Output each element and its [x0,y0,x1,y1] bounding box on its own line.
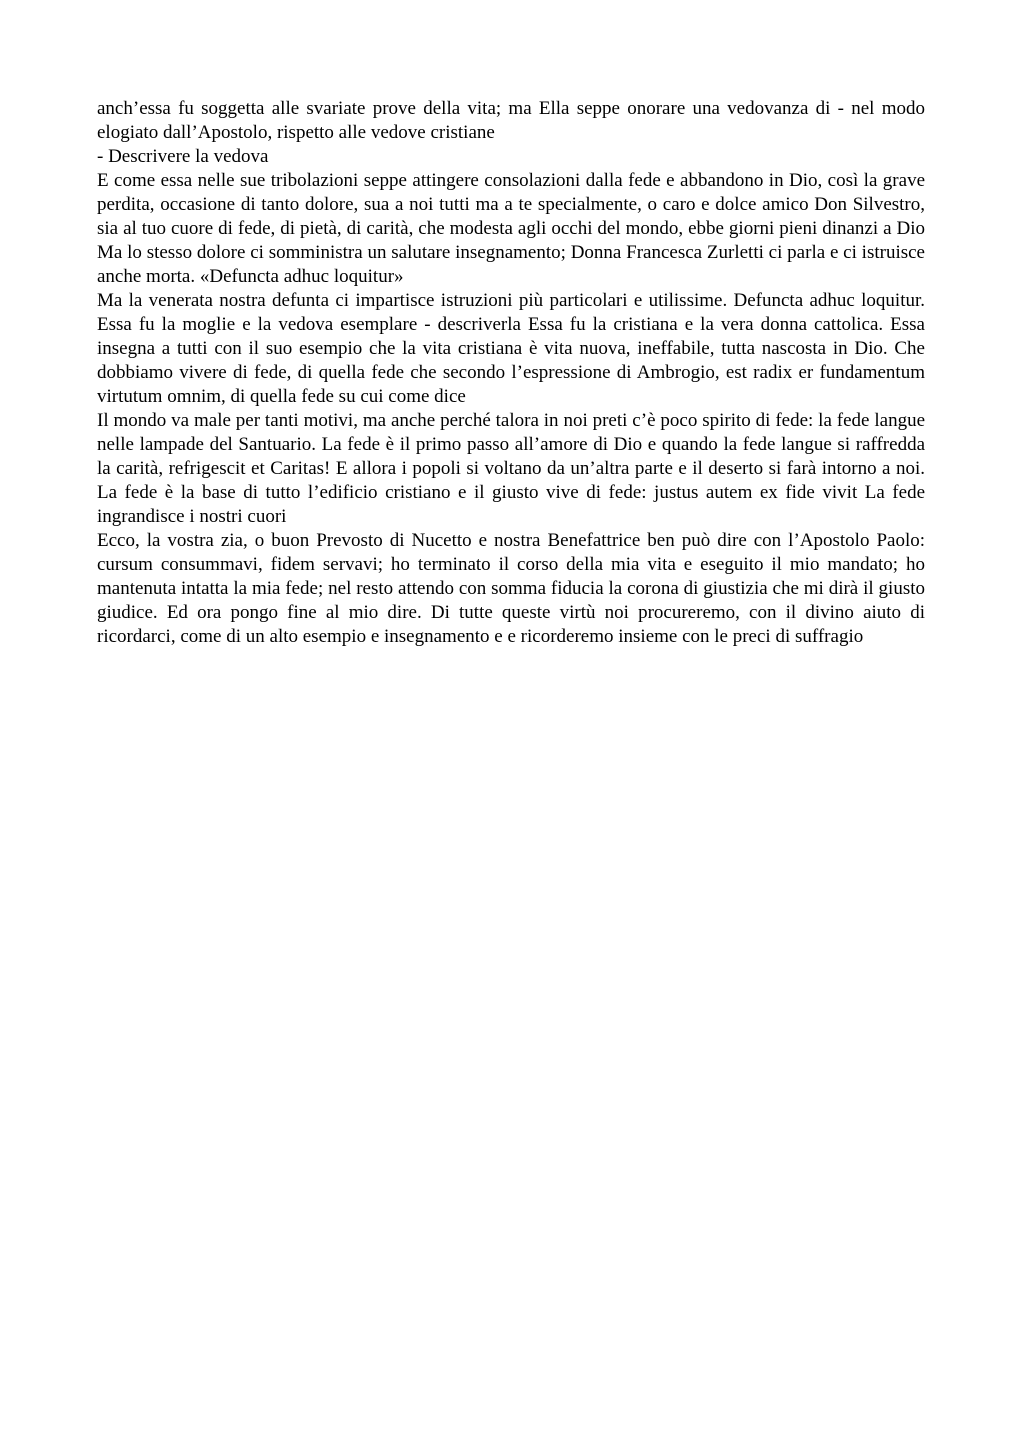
paragraph-6: Ecco, la vostra zia, o buon Prevosto di Nucetto e nostra Benefattrice ben può dire con l’Apostolo Paolo: cursum consummavi, fidem servavi; ho terminato il corso della mia vita e eseguito il mio mandato; ho mantenuta intatta la mia fede; nel resto attendo con somma fiducia la corona di giustizia che mi dirà il giusto giudice. Ed ora pongo fine al mio dire. Di tutte queste virtù noi procureremo, con il divino aiuto di ricordarci, come di un alto esempio e insegnamento e e ricorderemo insieme con le preci di suffragio [97,530,925,647]
paragraph-3: E come essa nelle sue tribolazioni seppe attingere consolazioni dalla fede e abbandono in Dio, così la grave perdita, occasione di tanto dolore, sua a noi tutti ma a te specialmente, o caro e dolce amico Don Silvestro, sia al tuo cuore di fede, di pietà, di carità, che modesta agli occhi del mondo, ebbe giorni pieni dinanzi a Dio Ma lo stesso dolore ci somministra un salutare insegnamento; Donna Francesca Zurletti ci parla e ci istruisce anche morta. «Defuncta adhuc loquitur» [97,170,925,287]
paragraph-4: Ma la venerata nostra defunta ci impartisce istruzioni più particolari e utilissime. Defuncta adhuc loquitur. Essa fu la moglie e la vedova esemplare - descriverla Essa fu la cristiana e la vera donna cattolica. Essa insegna a tutti con il suo esempio che la vita cristiana è vita nuova, ineffabile, tutta nascosta in Dio. Che dobbiamo vivere di fede, di quella fede che secondo l’espressione di Ambrogio, est radix er fundamentum virtutum omnim, di quella fede su cui come dice [97,290,925,407]
paragraph-2: - Descrivere la vedova [97,146,269,167]
paragraph-1: anch’essa fu soggetta alle svariate prove della vita; ma Ella seppe onorare una vedovanza di - nel modo elogiato dall’Apostolo, rispetto alle vedove cristiane [97,98,925,143]
document-body [97,97,925,649]
paragraph-5: Il mondo va male per tanti motivi, ma anche perché talora in noi preti c’è poco spirito di fede: la fede langue nelle lampade del Santuario. La fede è il primo passo all’amore di Dio e quando la fede langue si raffredda la carità, refrigescit et Caritas! E allora i popoli si voltano da un’altra parte e il deserto si farà intorno a noi. La fede è la base di tutto l’edificio cristiano e il giusto vive di fede: justus autem ex fide vivit La fede ingrandisce i nostri cuori [97,410,925,527]
